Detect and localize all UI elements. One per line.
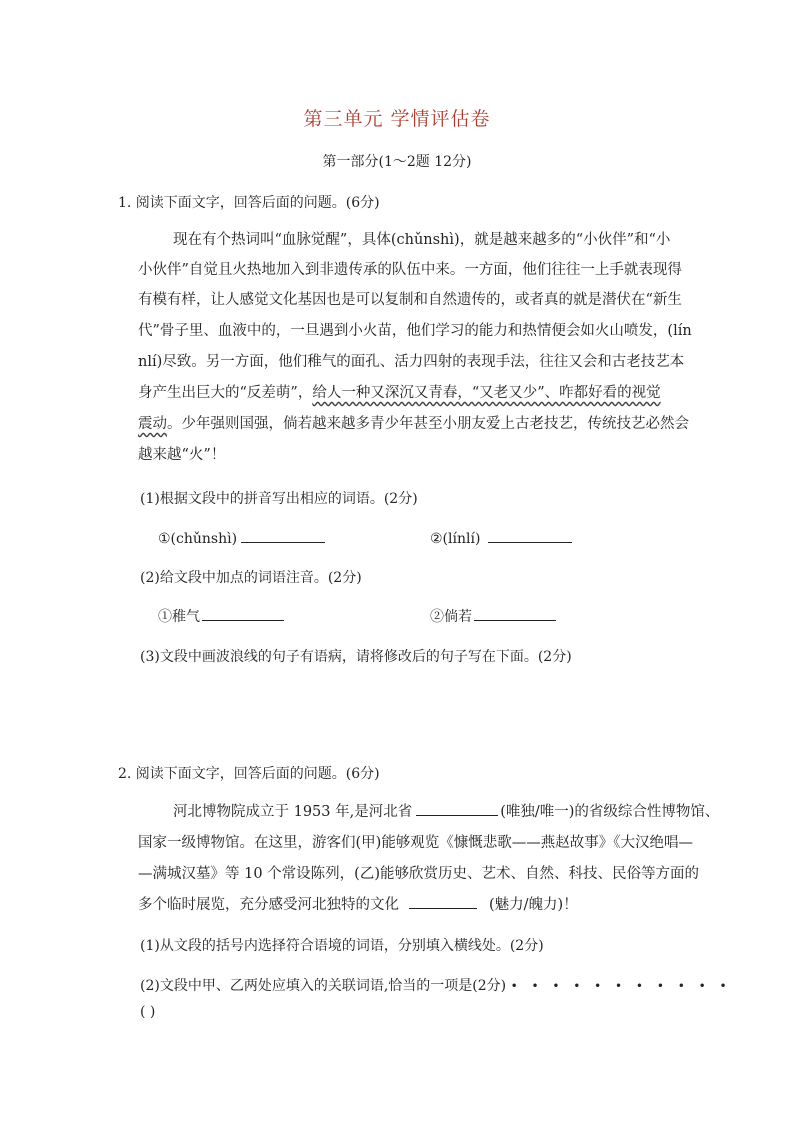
q1-sub-2-a: [158, 606, 284, 626]
emphasis-dots: • • • • • • • • • • •: [510, 979, 732, 993]
q2-para-line-2: 国家一级博物馆。在这里，游客们(甲)能够观览《慷慨悲歌——燕赵故事》《大汉绝唱—: [138, 835, 694, 851]
q1-sub-2-b: [430, 606, 556, 626]
q1-para-line-2: 小伙伴”自觉且火热地加入到非遗传承的队伍中来。一方面，他们往往一上手就表现得: [138, 262, 682, 278]
q1-para-line-4: 代”骨子里、血液中的，一旦遇到小火苗，他们学习的能力和热情便会如火山喷发，(lín: [138, 323, 692, 339]
q1-sub-3: (3)文段中画波浪线的句子有语病，请将修改后的句子写在下面。(2分): [140, 649, 572, 665]
q1-para-line-7: [138, 409, 689, 439]
q1-sub-1-b-label: ②(línlí): [430, 531, 481, 547]
q1-para-line-5: nlí)尽致。另一方面，他们稚气的面孔、活力四射的表现手法，往往又会和古老技艺本: [138, 354, 685, 370]
q1-para-line-8: 越来越“火”！: [138, 447, 226, 463]
question-1-stem: 1. 阅读下面文字，回答后面的问题。(6分): [118, 195, 380, 211]
q2-para-line-4: [138, 890, 578, 920]
q2-line-1-text: 河北博物院成立于 1953 年,是河北省: [173, 804, 413, 820]
q1-sub-2: (2)给文段中加点的词语注音。(2分): [140, 570, 362, 586]
q1-para-line-1: 现在有个热词叫“血脉觉醒”，具体(chǔnshì)，就是越来越多的“小伙伴”和“小: [173, 232, 671, 248]
answer-blank[interactable]: [409, 894, 477, 909]
wavy-underlined-sentence-end: 震动: [138, 416, 167, 432]
q2-line-1-tail: (唯独/唯一)的省级综合性博物馆、: [500, 804, 720, 820]
q2-sub-1: (1)从文段的括号内选择符合语境的词语，分别填入横线处。(2分): [140, 938, 544, 954]
q1-sub-1: (1)根据文段中的拼音写出相应的词语。(2分): [140, 491, 418, 507]
q1-sub-1-a-label: ①(chǔnshì): [158, 531, 238, 547]
section-heading: 第一部分(1～2题 12分): [322, 154, 472, 170]
page-title: 第三单元 学情评估卷: [303, 108, 491, 130]
q1-line-6-text: 身产生出巨大的“反差萌”，: [138, 385, 313, 401]
answer-blank[interactable]: [241, 528, 325, 543]
answer-blank[interactable]: [474, 606, 556, 621]
q2-sub-2: [140, 975, 732, 995]
q2-para-line-3: —满城汉墓》等 10 个常设陈列，(乙)能够欣赏历史、艺术、自然、科技、民俗等方面的: [138, 866, 699, 882]
q2-line-4-text: 多个临时展览，充分感受河北独特的文化: [138, 897, 399, 913]
q1-sub-1-b: [430, 528, 572, 547]
answer-parentheses[interactable]: ( ): [140, 1004, 156, 1020]
answer-blank[interactable]: [416, 801, 498, 816]
q2-line-4-tail: (魅力/魄力)！: [489, 897, 578, 913]
q1-sub-1-a: [158, 528, 325, 547]
q1-line-7-text: 。少年强则国强，倘若越来越多青少年甚至小朋友爱上古老技艺，传统技艺必然会: [167, 416, 689, 432]
answer-blank[interactable]: [202, 606, 284, 621]
wavy-underlined-sentence: 给人一种又深沉又青春，“又老又少”、咋都好看的视觉: [312, 385, 661, 401]
q1-sub-2-b-label: ②倘若: [430, 609, 472, 625]
q1-para-line-3: 有模有样，让人感觉文化基因也是可以复制和自然遗传的，或者真的就是潜伏在“新生: [138, 292, 682, 308]
answer-blank[interactable]: [488, 528, 572, 543]
q2-sub-2-text: (2)文段中甲、乙两处应填入的关联词语,恰当的一项是(2分): [140, 978, 507, 994]
q2-para-line-1: [173, 797, 719, 827]
q1-para-line-6: [138, 378, 661, 408]
question-2-stem: 2. 阅读下面文字，回答后面的问题。(6分): [118, 766, 380, 782]
q1-sub-2-a-label: ①稚气: [158, 609, 200, 625]
